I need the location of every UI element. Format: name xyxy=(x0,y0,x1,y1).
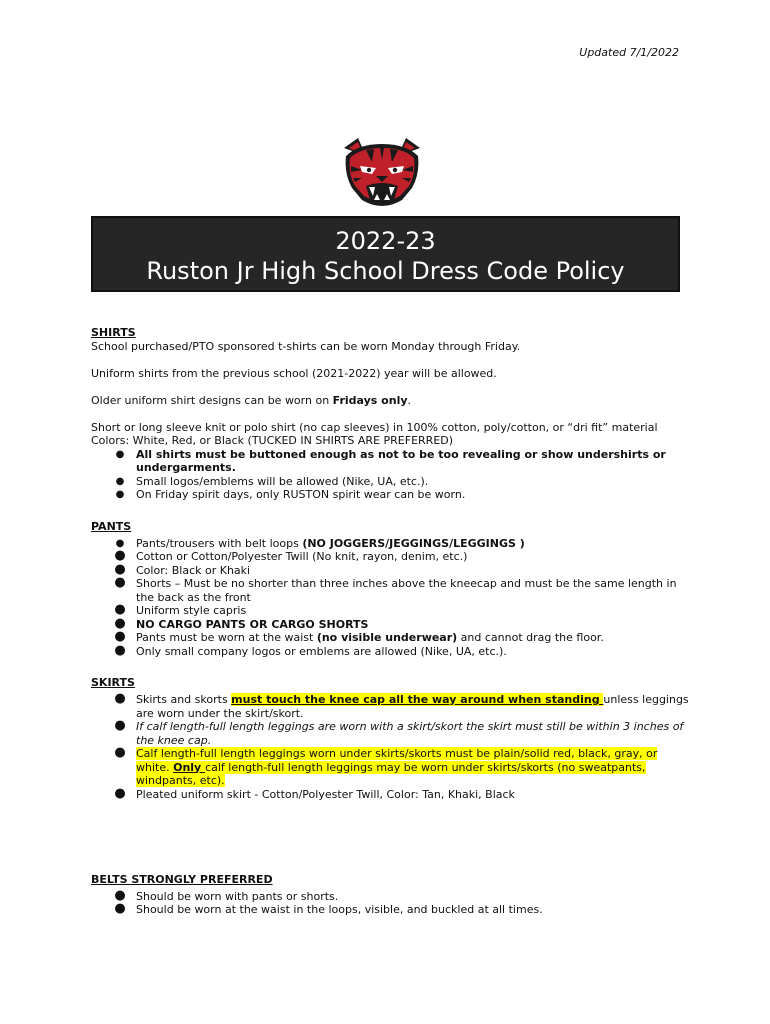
list-item xyxy=(91,615,691,632)
bullet-icon: ● xyxy=(114,745,126,760)
wildcat-mascot-logo xyxy=(336,134,428,210)
list-item xyxy=(91,577,691,604)
title-banner xyxy=(91,216,680,292)
bullet-icon: ● xyxy=(114,718,126,733)
belts-heading: BELTS STRONGLY PREFERRED xyxy=(91,873,273,886)
text-run: (no visible underwear) xyxy=(316,631,458,644)
bullet-icon: ● xyxy=(114,642,126,658)
bullet-icon: ● xyxy=(115,489,125,500)
list-item xyxy=(91,887,691,904)
shirts-material-line: Short or long sleeve knit or polo shirt (no cap sleeves) in 100% cotton, poly/cotton, or “dri fit” material xyxy=(91,420,658,434)
list-item xyxy=(91,720,691,747)
list-item xyxy=(91,561,691,578)
list-item xyxy=(91,631,691,645)
pants-section xyxy=(91,520,691,658)
list-item xyxy=(91,693,691,720)
list-item-text: Cotton or Cotton/Polyester Twill (No knit, rayon, denim, etc.) xyxy=(136,550,468,563)
shirts-paragraph: School purchased/PTO sponsored t-shirts can be worn Monday through Friday. xyxy=(91,339,521,353)
shirts-list xyxy=(91,448,691,502)
list-item xyxy=(91,642,691,659)
list-item xyxy=(91,448,691,475)
bullet-icon: ● xyxy=(115,537,125,549)
shirts-section xyxy=(91,326,691,502)
text-run: Pants/trousers with belt loops xyxy=(136,536,303,550)
text-run: Pants must be worn at the waist xyxy=(136,631,317,644)
list-item xyxy=(91,785,691,802)
highlighted-text: calf length-full length leggings may be worn under skirts/skorts (no sweatpants, windpants, etc). xyxy=(136,760,646,787)
list-item-text: Should be worn with pants or shorts. xyxy=(136,889,339,903)
list-item-text: Small logos/emblems will be allowed (Nike, UA, etc.). xyxy=(136,474,429,488)
list-item-text: Pleated uniform skirt - Cotton/Polyester Twill, Color: Tan, Khaki, Black xyxy=(136,787,515,801)
bullet-icon: ● xyxy=(114,615,126,631)
bullet-icon: ● xyxy=(115,475,125,487)
list-item-text: If calf length-full length leggings are worn with a skirt/skort the skirt must still be within 3 inches of the knee cap. xyxy=(136,720,684,747)
shirts-paragraph xyxy=(91,394,691,408)
highlighted-text: Only xyxy=(173,760,206,774)
shirts-colors-line: Colors: White, Red, or Black (TUCKED IN SHIRTS ARE PREFERRED) xyxy=(91,434,454,447)
bullet-icon: ● xyxy=(114,561,126,577)
school-year: 2022-23 xyxy=(335,227,436,255)
bullet-icon: ● xyxy=(114,602,126,617)
belts-list xyxy=(91,887,691,917)
document-title: Ruston Jr High School Dress Code Policy xyxy=(146,257,625,285)
pants-heading: PANTS xyxy=(91,520,132,533)
highlighted-text: must touch the knee cap all the way around when standing xyxy=(231,693,604,706)
list-item-text: Color: Black or Khaki xyxy=(136,563,251,577)
bullet-icon: ● xyxy=(114,629,126,644)
updated-date: Updated 7/1/2022 xyxy=(579,46,679,59)
bullet-icon: ● xyxy=(115,448,125,460)
list-item-text: Shorts – Must be no shorter than three inches above the kneecap and must be the same length in the back as the front xyxy=(136,577,677,604)
bullet-icon: ● xyxy=(114,785,126,801)
skirts-section xyxy=(91,676,691,802)
bullet-icon: ● xyxy=(114,901,126,916)
policy-content xyxy=(91,326,691,917)
list-item-text: On Friday spirit days, only RUSTON spirit wear can be worn. xyxy=(136,488,466,501)
shirts-paragraph: Uniform shirts from the previous school (2021-2022) year will be allowed. xyxy=(91,366,497,380)
highlighted-text: Calf length-full length leggings worn under skirts/skorts must be plain/solid red, black, gray, or white. xyxy=(136,747,658,774)
text-run: . xyxy=(407,393,412,407)
list-item xyxy=(91,550,691,564)
text-run: Skirts and skorts xyxy=(136,693,232,706)
list-item-text: Should be worn at the waist in the loops, visible, and buckled at all times. xyxy=(136,903,543,916)
list-item-text: Only small company logos or emblems are allowed (Nike, UA, etc.). xyxy=(136,644,507,658)
bullet-icon: ● xyxy=(114,575,126,590)
shirts-heading: SHIRTS xyxy=(91,326,136,339)
list-item xyxy=(91,488,691,502)
text-run: (NO JOGGERS/JEGGINGS/LEGGINGS ) xyxy=(302,536,525,550)
skirts-heading: SKIRTS xyxy=(91,675,135,689)
list-item xyxy=(91,604,691,618)
text-run: unless leggings are worn under the skirt/skort. xyxy=(136,693,689,720)
list-item xyxy=(91,747,691,788)
skirts-list xyxy=(91,693,691,801)
list-item xyxy=(91,903,691,917)
text-run: Older uniform shirt designs can be worn on xyxy=(91,393,333,407)
list-item-text: Uniform style capris xyxy=(136,604,247,617)
pants-list xyxy=(91,537,691,659)
belts-section xyxy=(91,873,691,917)
list-item-text: All shirts must be buttoned enough as not to be too revealing or show undershirts or undergarments. xyxy=(136,447,666,474)
bullet-icon: ● xyxy=(114,691,126,706)
bullet-icon: ● xyxy=(114,887,126,903)
list-item xyxy=(91,475,691,489)
bullet-icon: ● xyxy=(114,548,126,563)
fridays-only-emphasis: Fridays only xyxy=(332,393,408,407)
list-item-text: NO CARGO PANTS OR CARGO SHORTS xyxy=(136,617,369,631)
text-run: and cannot drag the floor. xyxy=(457,631,604,644)
list-item xyxy=(91,537,691,551)
